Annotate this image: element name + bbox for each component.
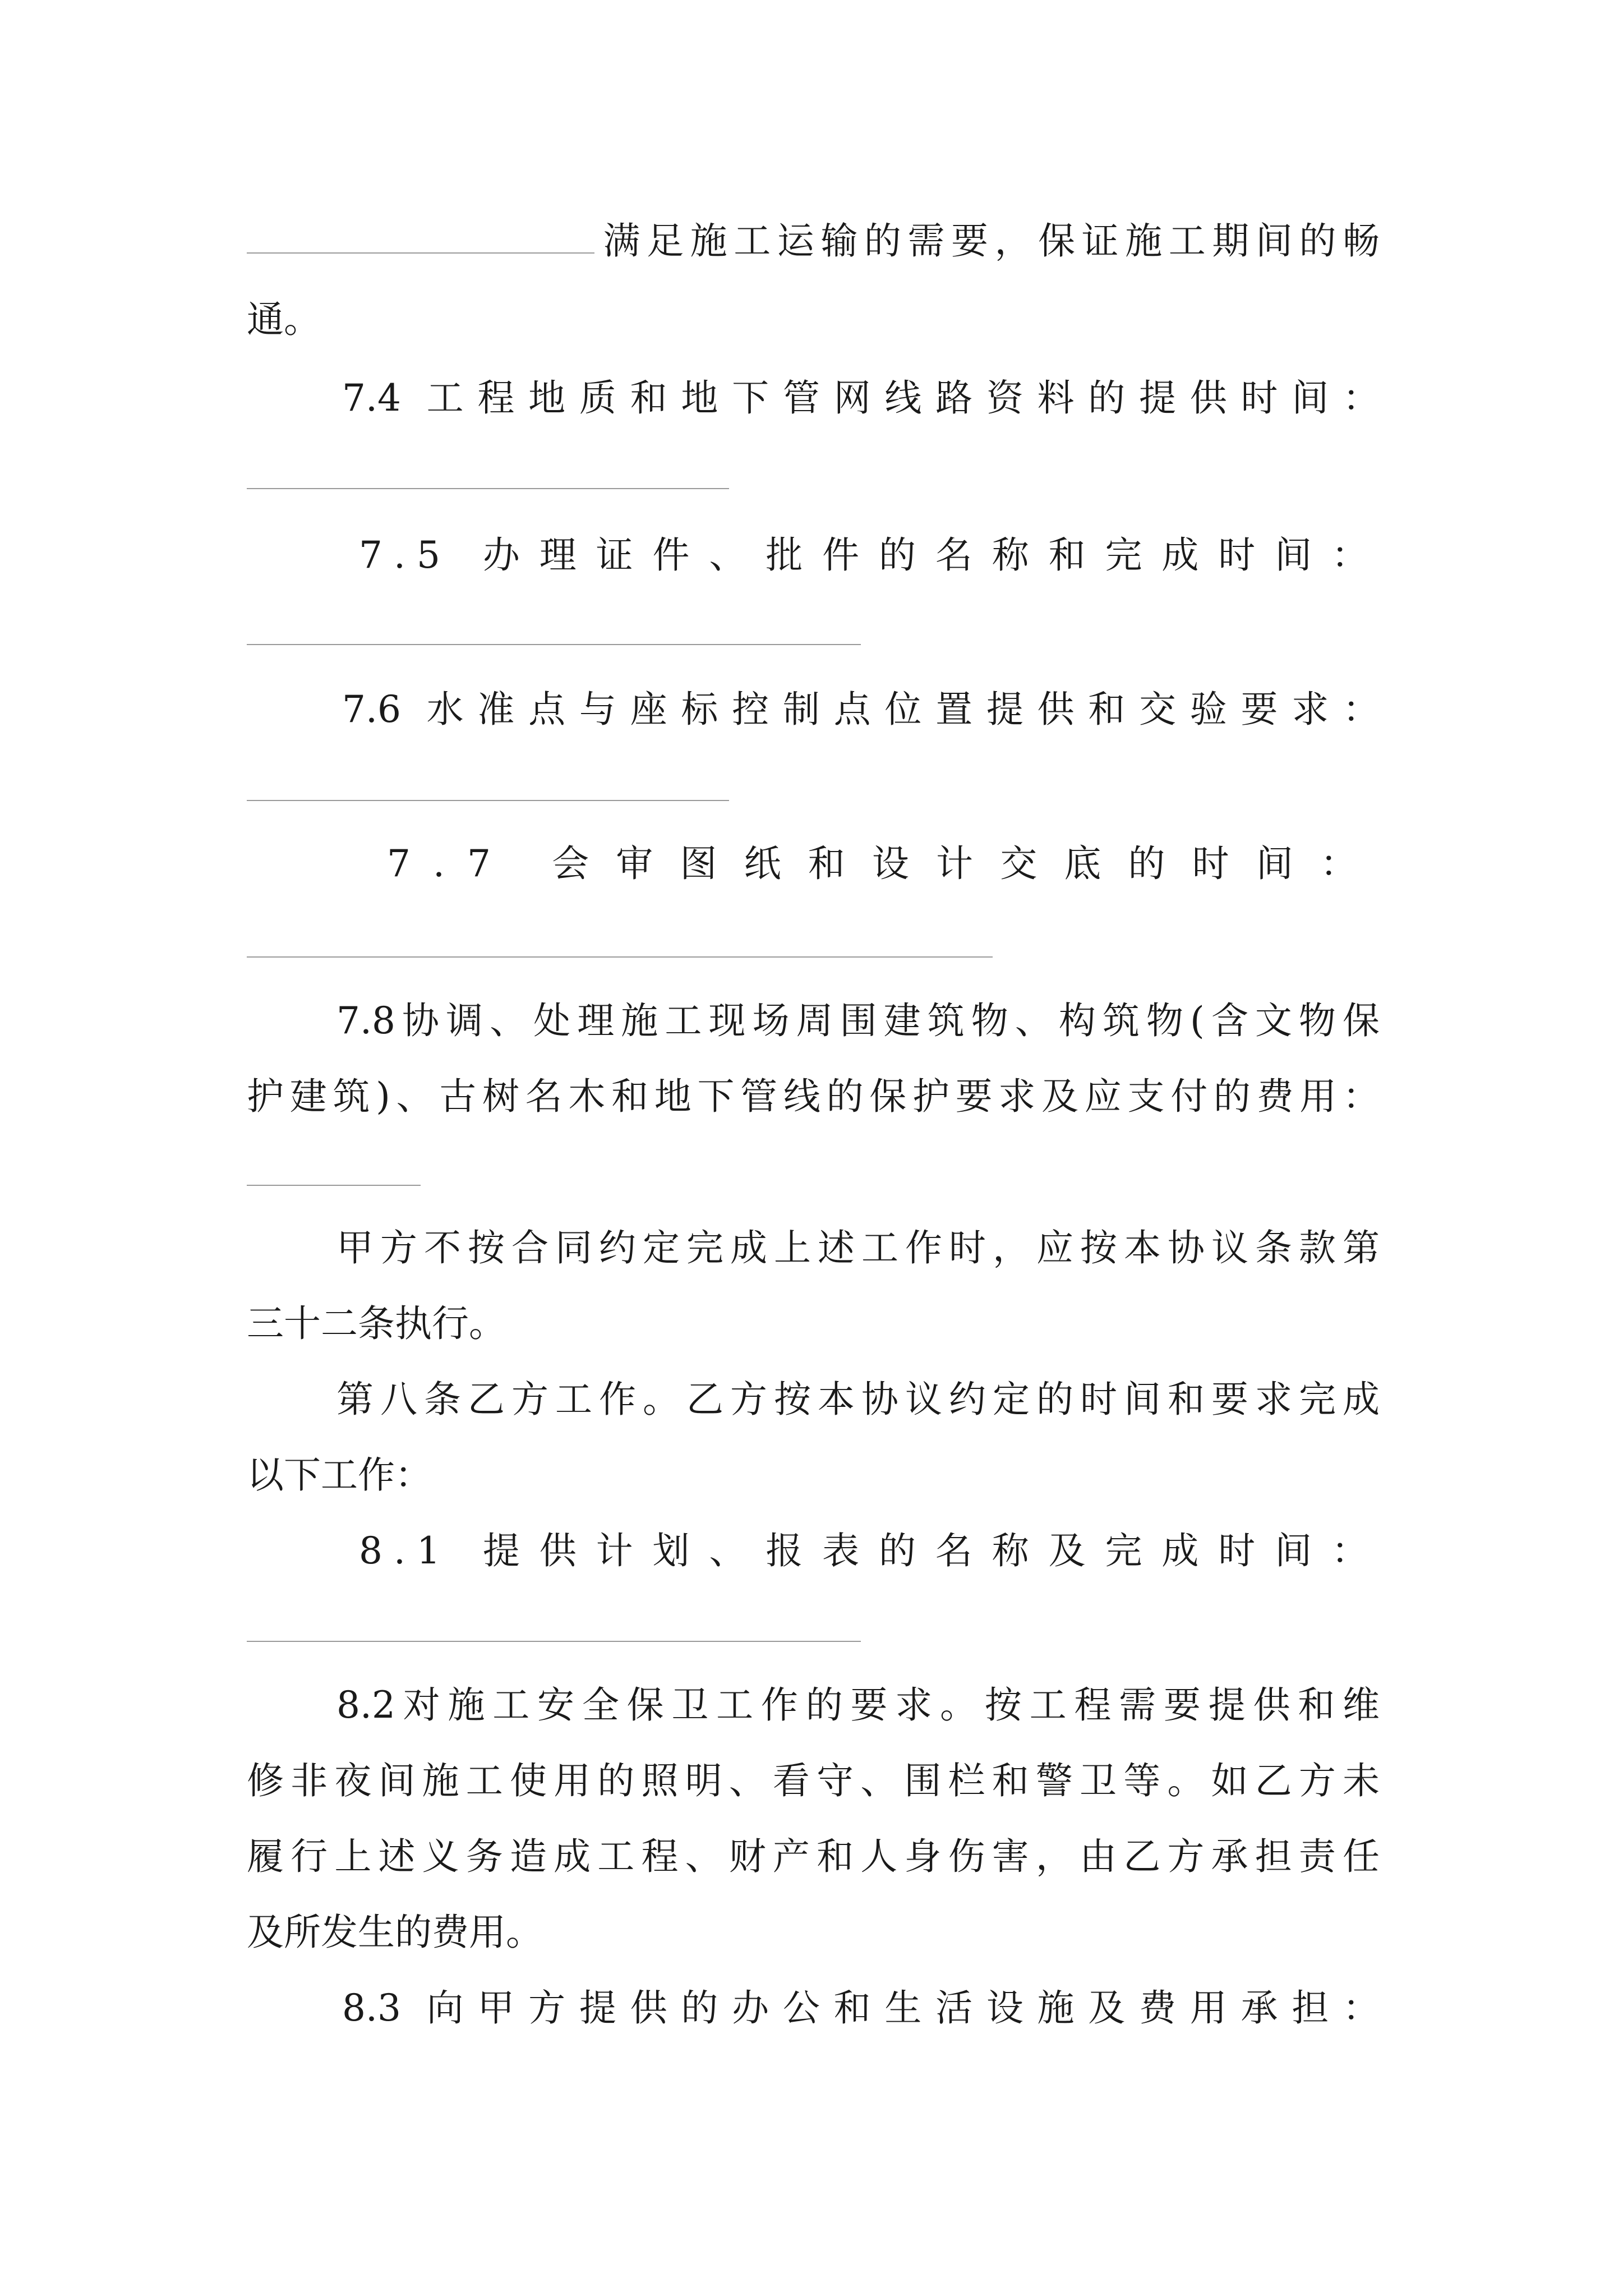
fill-in-blank-7-5[interactable]	[247, 644, 861, 645]
fill-in-blank-8-1[interactable]	[247, 1641, 861, 1642]
clause-7-7: 7.7 会审图纸和设计交底的时间：	[387, 842, 1380, 885]
clause-8-3: 8.3 向甲方提供的办公和生活设施及费用承担：	[342, 1986, 1380, 2030]
clause-7-8-line1: 7.8协调、处理施工现场周围建筑物、构筑物(含文物保	[336, 999, 1380, 1042]
clause-7-8-line2: 护建筑)、古树名木和地下管线的保护要求及应支付的费用：	[247, 1075, 1380, 1118]
clause-8-2-line3: 履行上述义务造成工程、财产和人身伤害，由乙方承担责任	[247, 1835, 1380, 1878]
clause-7-4: 7.4 工程地质和地下管网线路资料的提供时间：	[342, 376, 1380, 420]
clause-8-2-line4: 及所发生的费用。	[247, 1911, 543, 1954]
fill-in-blank-7-4[interactable]	[247, 488, 729, 489]
clause-8-1: 8.1 提供计划、报表的名称及完成时间：	[359, 1529, 1380, 1572]
text-line-end: 通。	[247, 298, 321, 341]
article-8-heading-line2: 以下工作：	[247, 1453, 432, 1497]
clause-7-5: 7.5 办理证件、批件的名称和完成时间：	[359, 533, 1380, 577]
fill-in-blank-7-6[interactable]	[247, 800, 729, 801]
paragraph-breach-line2: 三十二条执行。	[247, 1302, 506, 1345]
clause-7-6: 7.6 水准点与座标控制点位置提供和交验要求：	[342, 688, 1380, 731]
paragraph-breach-line1: 甲方不按合同约定完成上述工作时，应按本协议条款第	[336, 1226, 1380, 1269]
fill-in-blank-7-7[interactable]	[247, 956, 993, 958]
fill-in-blank-7-8[interactable]	[247, 1185, 421, 1186]
clause-8-2-line2: 修非夜间施工使用的照明、看守、围栏和警卫等。如乙方未	[247, 1759, 1380, 1802]
clause-8-2-line1: 8.2对施工安全保卫工作的要求。按工程需要提供和维	[336, 1683, 1380, 1727]
article-8-heading-line1: 第八条乙方工作。乙方按本协议约定的时间和要求完成	[336, 1378, 1380, 1421]
fill-in-blank[interactable]	[247, 252, 594, 254]
text-line-continued: 满足施工运输的需要，保证施工期间的畅	[247, 213, 1380, 269]
